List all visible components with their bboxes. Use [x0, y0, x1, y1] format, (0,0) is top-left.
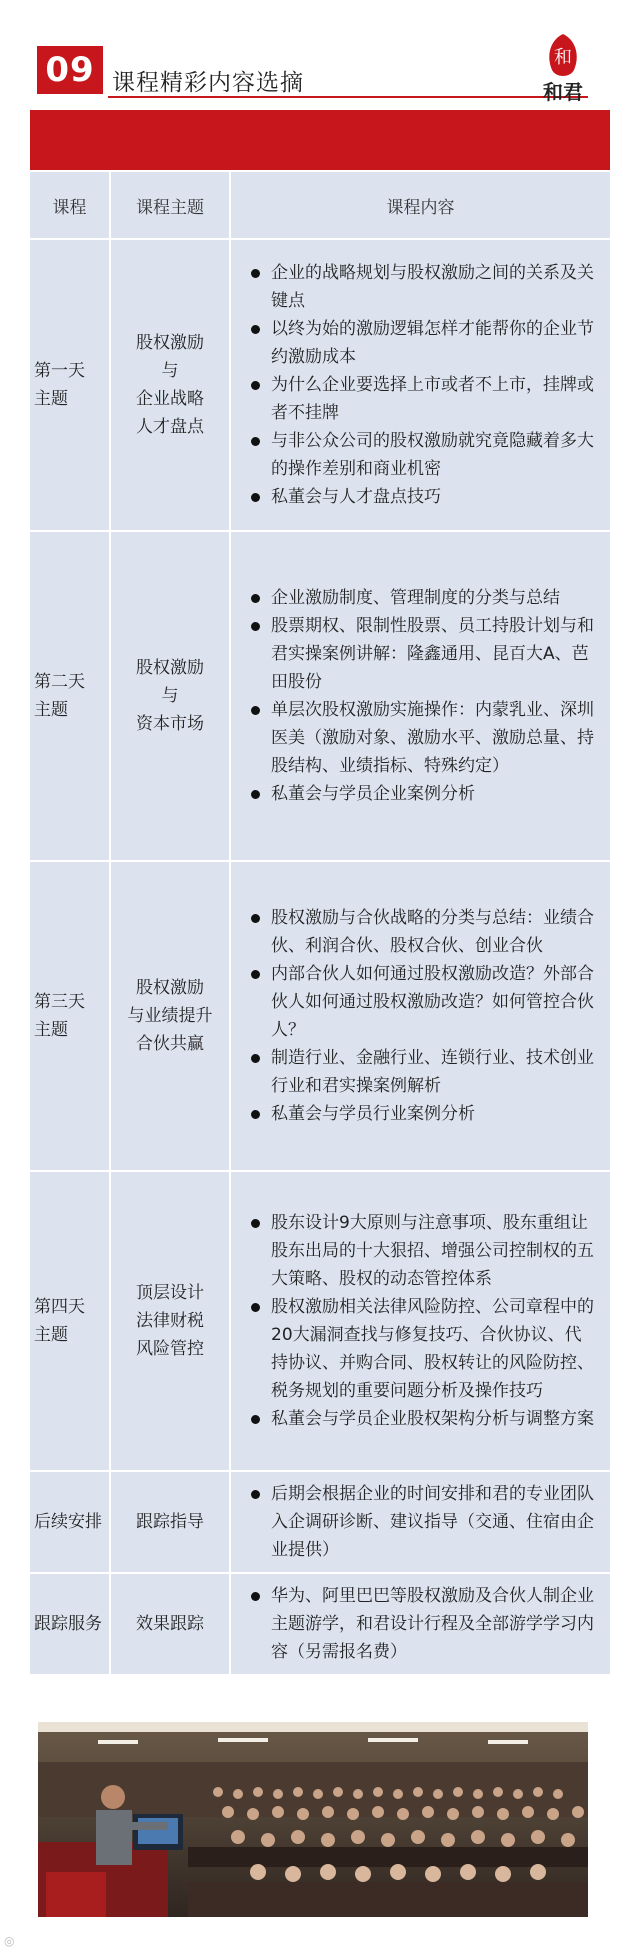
- course-content-cell: [230, 861, 610, 1171]
- course-topic-line: 股权激励: [136, 333, 204, 353]
- content-bullet-item: 股票期权、限制性股票、员工持股计划与和君实操案例讲解：隆鑫通用、昆百大A、芭田股份: [243, 612, 596, 696]
- course-topic-line: 人才盘点: [136, 417, 204, 437]
- column-header-topic: 课程主题: [110, 172, 230, 239]
- content-bullet-item: 后期会根据企业的时间安排和君的专业团队入企调研诊断、建议指导（交通、住宿由企业提供）: [243, 1480, 596, 1564]
- course-topic-cell: [110, 1573, 230, 1675]
- content-bullet-item: 以终为始的激励逻辑怎样才能帮你的企业节约激励成本: [243, 315, 596, 371]
- table-row: [30, 239, 610, 531]
- column-header-course: 课程: [30, 172, 110, 239]
- column-header-content: 课程内容: [230, 172, 610, 239]
- course-content-cell: [230, 1573, 610, 1675]
- content-bullet-item: 与非公众公司的股权激励就究竟隐藏着多大的操作差别和商业机密: [243, 427, 596, 483]
- course-topic-line: 股权激励: [136, 978, 204, 998]
- course-day-line: 第四天: [34, 1297, 85, 1317]
- table-row: [30, 861, 610, 1171]
- course-topic-cell: [110, 1171, 230, 1471]
- section-title: 课程精彩内容选摘: [112, 70, 304, 96]
- course-day-line: 跟踪服务: [34, 1614, 102, 1634]
- course-topic-cell: [110, 861, 230, 1171]
- content-bullet-list: [243, 584, 596, 808]
- course-day-line: 主题: [34, 1325, 68, 1345]
- content-bullet-item: 私董会与学员行业案例分析: [243, 1100, 596, 1128]
- content-bullet-item: 内部合伙人如何通过股权激励改造？外部合伙人如何通过股权激励改造？如何管控合伙人？: [243, 960, 596, 1044]
- course-topic-cell: [110, 1471, 230, 1573]
- watermark-icon: ◎: [4, 1934, 15, 1948]
- course-topic-line: 与: [161, 361, 179, 381]
- course-day-line: 主题: [34, 389, 68, 409]
- course-topic-line: 与: [161, 686, 179, 706]
- course-day-cell: [30, 531, 110, 861]
- course-day-cell: [30, 239, 110, 531]
- course-day-line: 第三天: [34, 992, 85, 1012]
- content-bullet-list: [243, 904, 596, 1128]
- content-bullet-item: 企业激励制度、管理制度的分类与总结: [243, 584, 596, 612]
- content-bullet-item: 股权激励与合伙战略的分类与总结：业绩合伙、利润合伙、股权合伙、创业合伙: [243, 904, 596, 960]
- content-bullet-list: [243, 1480, 596, 1564]
- header-underline: [108, 96, 588, 98]
- course-topic-line: 资本市场: [136, 714, 204, 734]
- course-topic-line: 合伙共赢: [136, 1034, 204, 1054]
- content-bullet-list: [243, 259, 596, 511]
- table-row: [30, 1471, 610, 1573]
- classroom-photo: [38, 1722, 588, 1917]
- table-row: [30, 531, 610, 861]
- course-topic-line: 法律财税: [136, 1311, 204, 1331]
- course-day-line: 主题: [34, 1020, 68, 1040]
- content-bullet-item: 单层次股权激励实施操作：内蒙乳业、深圳医美（激励对象、激励水平、激励总量、持股结构、业绩指标、特殊约定）: [243, 696, 596, 780]
- content-bullet-item: 华为、阿里巴巴等股权激励及合伙人制企业主题游学，和君设计行程及全部游学学习内容（另需报名费）: [243, 1582, 596, 1666]
- table-row: [30, 1171, 610, 1471]
- course-day-line: 第一天: [34, 361, 85, 381]
- course-day-cell: [30, 1471, 110, 1573]
- course-topic-line: 效果跟踪: [136, 1614, 204, 1634]
- course-topic-line: 与业绩提升: [127, 1006, 213, 1026]
- course-topic-line: 企业战略: [136, 389, 204, 409]
- table-header-row: [30, 172, 610, 239]
- course-day-line: 后续安排: [34, 1512, 102, 1532]
- course-day-cell: [30, 1573, 110, 1675]
- course-day-cell: [30, 1171, 110, 1471]
- course-day-line: 主题: [34, 700, 68, 720]
- page-header: [0, 0, 640, 108]
- content-bullet-item: 股权激励相关法律风险防控、公司章程中的20大漏洞查找与修复技巧、合伙协议、代持协议、并购合同、股权转让的风险防控、税务规划的重要问题分析及操作技巧: [243, 1293, 596, 1405]
- content-bullet-item: 为什么企业要选择上市或者不上市，挂牌或者不挂牌: [243, 371, 596, 427]
- course-content-cell: [230, 239, 610, 531]
- course-content-cell: [230, 1171, 610, 1471]
- red-banner: [30, 110, 610, 170]
- course-topic-line: 跟踪指导: [136, 1512, 204, 1532]
- content-bullet-item: 私董会与学员企业股权架构分析与调整方案: [243, 1405, 596, 1433]
- content-bullet-item: 制造行业、金融行业、连锁行业、技术创业行业和君实操案例解析: [243, 1044, 596, 1100]
- table-row: [30, 1573, 610, 1675]
- course-day-cell: [30, 861, 110, 1171]
- brand-logo-text: 和君: [543, 80, 583, 104]
- audience-image: [38, 1722, 588, 1917]
- course-topic-line: 顶层设计: [136, 1283, 204, 1303]
- section-number-badge: 09: [37, 46, 103, 94]
- content-bullet-item: 私董会与学员企业案例分析: [243, 780, 596, 808]
- course-topic-cell: [110, 239, 230, 531]
- course-day-line: 第二天: [34, 672, 85, 692]
- content-bullet-item: 股东设计9大原则与注意事项、股东重组让股东出局的十大狠招、增强公司控制权的五大策略、股权的动态管控体系: [243, 1209, 596, 1293]
- course-content-cell: [230, 531, 610, 861]
- course-topic-line: 股权激励: [136, 658, 204, 678]
- content-bullet-list: [243, 1209, 596, 1433]
- course-content-cell: [230, 1471, 610, 1573]
- content-bullet-item: 私董会与人才盘点技巧: [243, 483, 596, 511]
- course-table: [30, 172, 610, 1676]
- content-bullet-list: [243, 1582, 596, 1666]
- course-topic-cell: [110, 531, 230, 861]
- course-topic-line: 风险管控: [136, 1339, 204, 1359]
- svg-text:和: 和: [554, 47, 572, 68]
- content-bullet-item: 企业的战略规划与股权激励之间的关系及关键点: [243, 259, 596, 315]
